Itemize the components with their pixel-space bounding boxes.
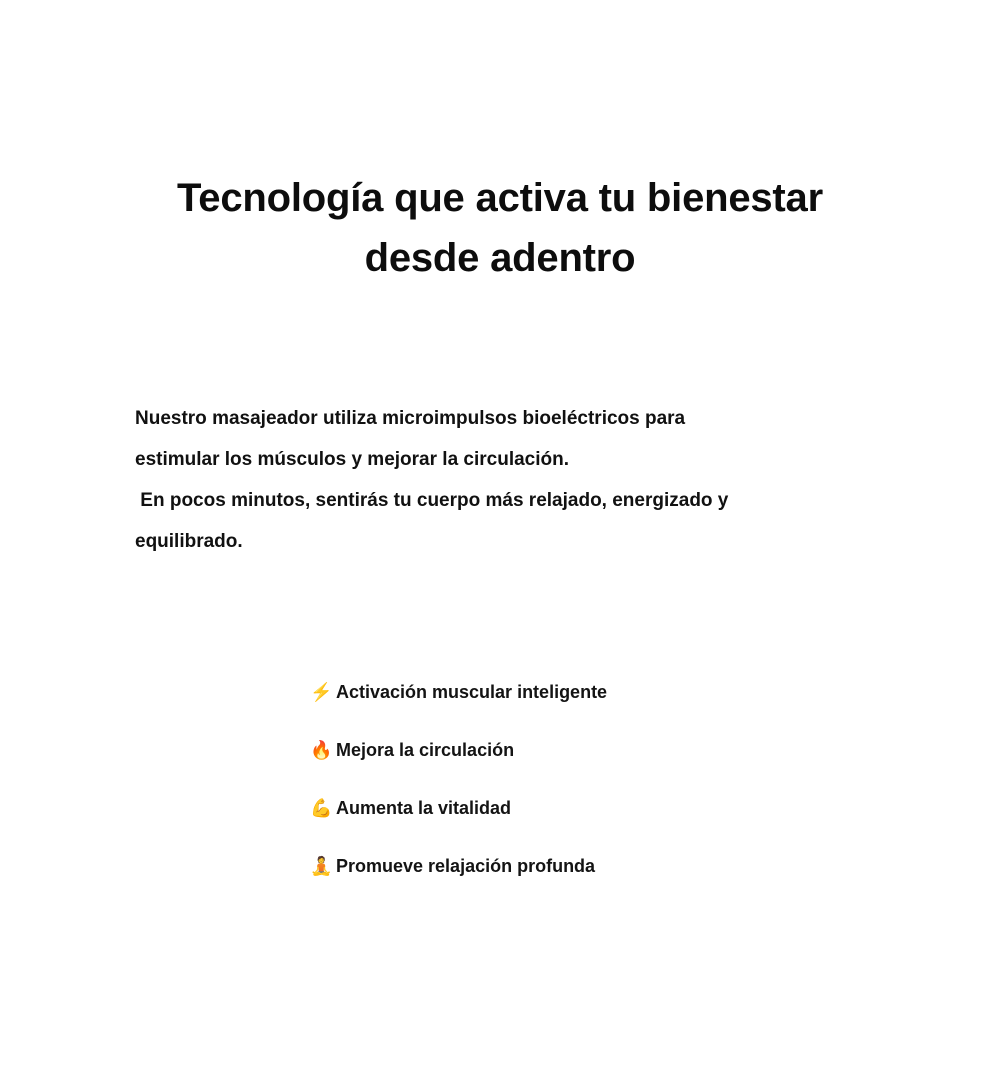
benefit-label: Aumenta la vitalidad [336, 797, 512, 818]
list-item [310, 721, 870, 779]
page-title: Tecnología que activa tu bienestar desde adentro [177, 176, 823, 280]
intro-paragraph [135, 398, 910, 562]
paragraph-line: En pocos minutos, sentirás tu cuerpo más relajado, energizado y [135, 490, 729, 511]
paragraph-line: estimular los músculos y mejorar la circulación. [135, 449, 570, 470]
lightning-bolt-emoji: ⚡ [310, 682, 333, 702]
fire-emoji: 🔥 [310, 740, 333, 760]
benefit-label: Activación muscular inteligente [336, 681, 608, 702]
list-item [310, 663, 870, 721]
benefit-label: Promueve relajación profunda [336, 855, 596, 876]
benefit-label: Mejora la circulación [336, 739, 515, 760]
person-meditating-emoji: 🧘 [310, 856, 333, 876]
flexed-biceps-emoji: 💪 [310, 798, 333, 818]
benefits-list [310, 663, 870, 895]
list-item [310, 837, 870, 895]
paragraph-line: equilibrado. [135, 531, 243, 552]
list-item [310, 779, 870, 837]
paragraph-line: Nuestro masajeador utiliza microimpulsos bioeléctricos para [135, 408, 686, 429]
